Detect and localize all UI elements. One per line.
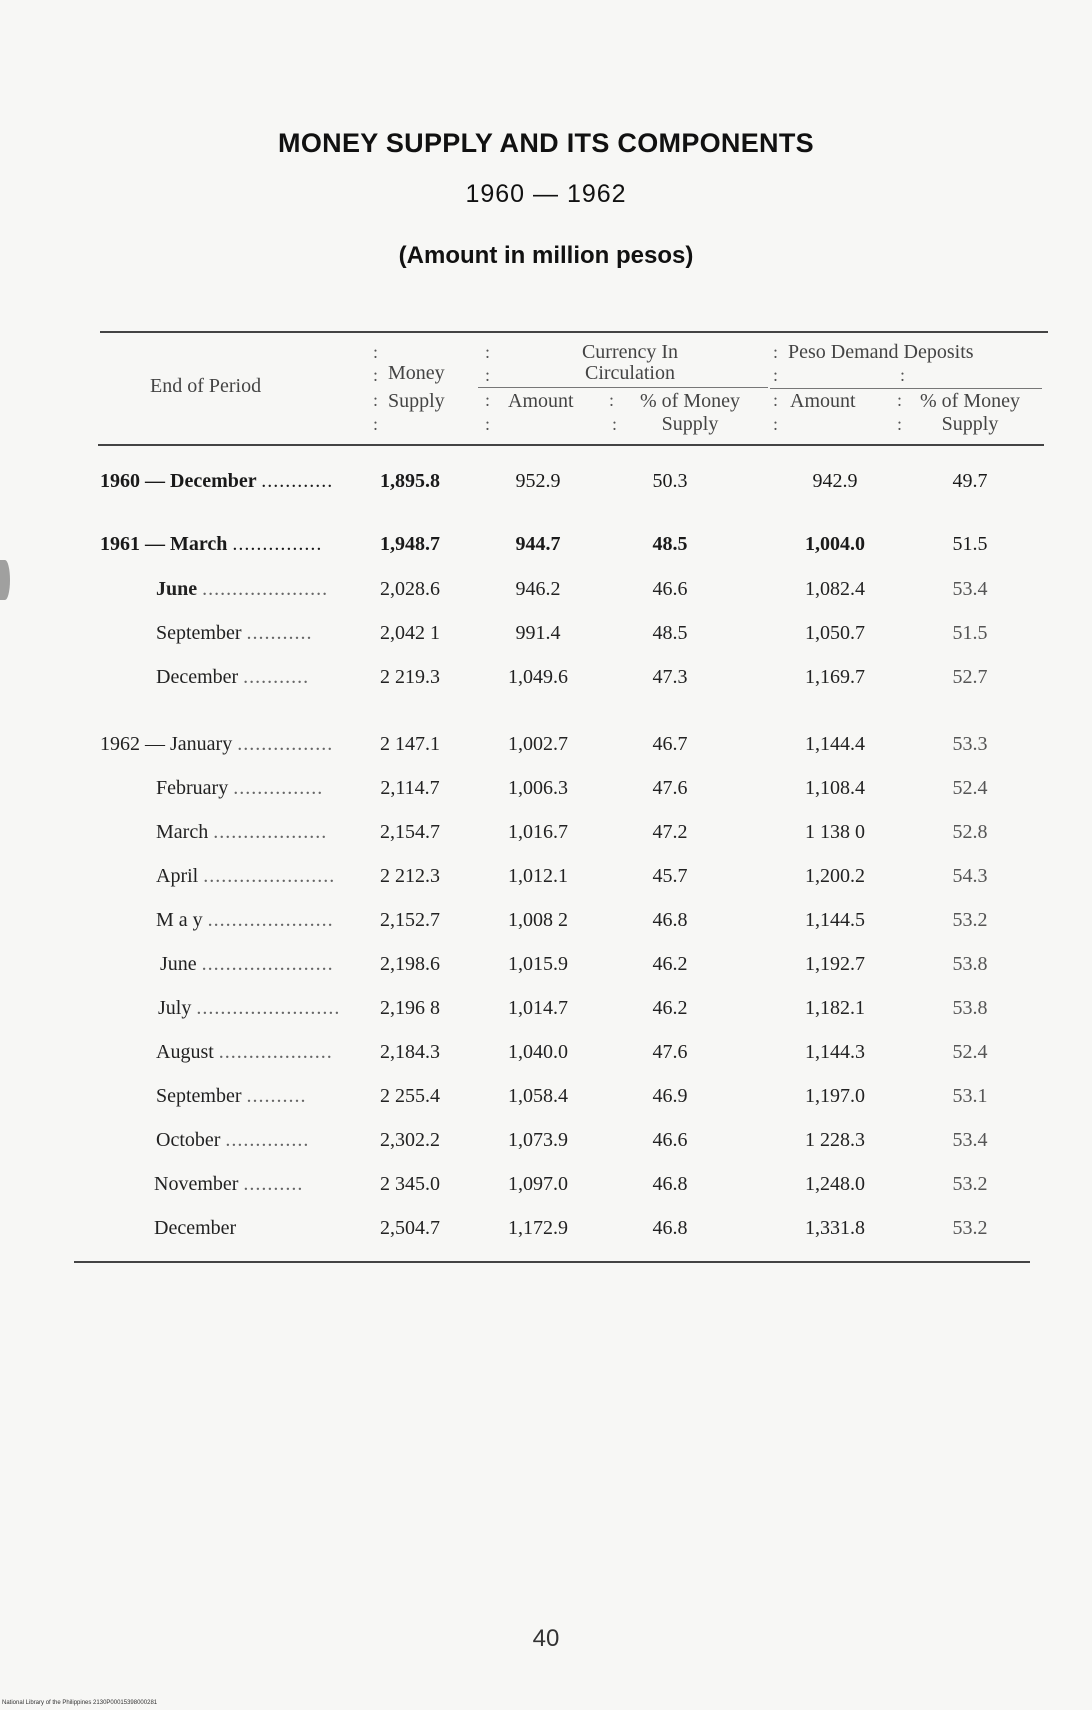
deposit-pct-cell: 53.8 bbox=[952, 997, 988, 1019]
currency-pct-cell: 47.6 bbox=[652, 1041, 688, 1063]
header-deposits-pct: % of Money bbox=[920, 390, 1020, 412]
header-colon: : bbox=[485, 414, 491, 434]
row-label: September ........... bbox=[156, 622, 313, 644]
deposit-amount-cell: 1 228.3 bbox=[805, 1129, 865, 1151]
table-row bbox=[0, 622, 1092, 652]
row-label: March ................... bbox=[156, 821, 328, 843]
table-row bbox=[0, 470, 1092, 500]
money-supply-cell: 2,042 1 bbox=[380, 622, 440, 644]
header-colon: : bbox=[373, 414, 379, 434]
currency-amount-cell: 946.2 bbox=[515, 578, 561, 600]
currency-pct-cell: 46.8 bbox=[652, 1217, 688, 1239]
deposit-amount-cell: 1,169.7 bbox=[805, 666, 865, 688]
row-label: April ...................... bbox=[156, 865, 336, 887]
row-label: February ............... bbox=[156, 777, 324, 799]
money-supply-cell: 2,114.7 bbox=[380, 777, 440, 799]
deposit-amount-cell: 1,197.0 bbox=[805, 1085, 865, 1107]
money-supply-cell: 2 345.0 bbox=[380, 1173, 440, 1195]
money-supply-cell: 2 219.3 bbox=[380, 666, 440, 688]
deposit-pct-cell: 53.2 bbox=[952, 1173, 988, 1195]
currency-pct-cell: 46.8 bbox=[652, 909, 688, 931]
page-number: 40 bbox=[532, 1625, 560, 1652]
table-title: MONEY SUPPLY AND ITS COMPONENTS bbox=[278, 128, 814, 158]
money-supply-cell: 1,895.8 bbox=[380, 470, 440, 492]
deposit-amount-cell: 1,331.8 bbox=[805, 1217, 865, 1239]
bottom-rule bbox=[74, 1261, 1030, 1263]
deposit-pct-cell: 53.4 bbox=[952, 1129, 988, 1151]
header-colon: : bbox=[373, 390, 379, 410]
header-colon: : bbox=[612, 414, 618, 434]
currency-amount-cell: 1,040.0 bbox=[508, 1041, 568, 1063]
row-label: June ..................... bbox=[156, 578, 329, 600]
currency-pct-cell: 46.2 bbox=[652, 997, 688, 1019]
deposit-amount-cell: 1 138 0 bbox=[805, 821, 865, 843]
header-colon: : bbox=[773, 365, 779, 385]
row-label: 1961 — March ............... bbox=[100, 533, 323, 555]
header-currency: Currency In bbox=[581, 341, 679, 363]
currency-amount-cell: 1,002.7 bbox=[508, 733, 568, 755]
deposit-pct-cell: 52.8 bbox=[952, 821, 988, 843]
currency-rule bbox=[478, 387, 768, 388]
deposit-amount-cell: 1,108.4 bbox=[805, 777, 865, 799]
currency-amount-cell: 944.7 bbox=[515, 533, 561, 555]
header-amount-deposits: Amount bbox=[790, 390, 856, 412]
header-colon: : bbox=[373, 342, 379, 362]
table-row bbox=[0, 1129, 1092, 1159]
deposit-amount-cell: 1,144.4 bbox=[805, 733, 865, 755]
currency-amount-cell: 1,073.9 bbox=[508, 1129, 568, 1151]
currency-amount-cell: 991.4 bbox=[515, 622, 561, 644]
row-label: July ........................ bbox=[158, 997, 341, 1019]
table-row bbox=[0, 777, 1092, 807]
deposit-pct-cell: 53.3 bbox=[952, 733, 988, 755]
currency-pct-cell: 46.6 bbox=[652, 578, 688, 600]
currency-amount-cell: 952.9 bbox=[515, 470, 561, 492]
table-row bbox=[0, 821, 1092, 851]
money-supply-cell: 2,196 8 bbox=[380, 997, 440, 1019]
currency-pct-cell: 48.5 bbox=[652, 533, 688, 555]
deposit-pct-cell: 52.7 bbox=[952, 666, 988, 688]
deposit-amount-cell: 942.9 bbox=[812, 470, 858, 492]
deposit-amount-cell: 1,192.7 bbox=[805, 953, 865, 975]
deposit-pct-cell: 53.1 bbox=[952, 1085, 988, 1107]
footer-credit: National Library of the Philippines 2130P00015398000281 bbox=[2, 1700, 158, 1706]
currency-amount-cell: 1,012.1 bbox=[508, 865, 568, 887]
deposit-pct-cell: 53.2 bbox=[952, 909, 988, 931]
header-colon: : bbox=[900, 365, 906, 385]
header-circulation: Circulation bbox=[585, 362, 675, 384]
row-label: 1962 — January ................ bbox=[100, 733, 334, 755]
deposit-pct-cell: 53.2 bbox=[952, 1217, 988, 1239]
table-row bbox=[0, 533, 1092, 563]
table-row bbox=[0, 909, 1092, 939]
header-colon: : bbox=[773, 390, 779, 410]
currency-amount-cell: 1,172.9 bbox=[508, 1217, 568, 1239]
deposit-pct-cell: 49.7 bbox=[952, 470, 988, 492]
money-supply-cell: 2,154.7 bbox=[380, 821, 440, 843]
currency-pct-cell: 46.9 bbox=[652, 1085, 688, 1107]
row-label: December bbox=[154, 1217, 237, 1239]
money-supply-cell: 2 212.3 bbox=[380, 865, 440, 887]
currency-pct-cell: 47.3 bbox=[652, 666, 688, 688]
deposit-pct-cell: 53.8 bbox=[952, 953, 988, 975]
money-supply-cell: 2 147.1 bbox=[380, 733, 440, 755]
deposit-pct-cell: 51.5 bbox=[952, 622, 988, 644]
deposit-pct-cell: 52.4 bbox=[952, 777, 988, 799]
deposit-pct-cell: 54.3 bbox=[952, 865, 988, 887]
money-supply-cell: 2,504.7 bbox=[380, 1217, 440, 1239]
table-row bbox=[0, 1217, 1092, 1247]
header-colon: : bbox=[485, 390, 491, 410]
header-colon: : bbox=[609, 390, 615, 410]
deposit-amount-cell: 1,144.5 bbox=[805, 909, 865, 931]
currency-amount-cell: 1,016.7 bbox=[508, 821, 568, 843]
currency-amount-cell: 1,049.6 bbox=[508, 666, 568, 688]
header-supply: Supply bbox=[388, 390, 445, 412]
header-colon: : bbox=[897, 390, 903, 410]
table-row bbox=[0, 733, 1092, 763]
currency-pct-cell: 46.2 bbox=[652, 953, 688, 975]
top-rule bbox=[100, 331, 1048, 333]
header-colon: : bbox=[485, 365, 491, 385]
currency-amount-cell: 1,058.4 bbox=[508, 1085, 568, 1107]
deposit-amount-cell: 1,050.7 bbox=[805, 622, 865, 644]
header-colon: : bbox=[485, 342, 491, 362]
currency-pct-cell: 47.6 bbox=[652, 777, 688, 799]
row-label: September .......... bbox=[156, 1085, 307, 1107]
table-row bbox=[0, 953, 1092, 983]
currency-amount-cell: 1,014.7 bbox=[508, 997, 568, 1019]
currency-pct-cell: 47.2 bbox=[652, 821, 688, 843]
row-label: M a y ..................... bbox=[156, 909, 334, 931]
year-range: 1960 — 1962 bbox=[465, 180, 627, 208]
currency-amount-cell: 1,097.0 bbox=[508, 1173, 568, 1195]
header-colon: : bbox=[897, 414, 903, 434]
deposit-pct-cell: 51.5 bbox=[952, 533, 988, 555]
header-rule bbox=[98, 444, 1044, 446]
currency-amount-cell: 1,008 2 bbox=[508, 909, 568, 931]
header-colon: : bbox=[773, 414, 779, 434]
header-colon: : bbox=[373, 365, 379, 385]
money-supply-cell: 2,198.6 bbox=[380, 953, 440, 975]
currency-pct-cell: 50.3 bbox=[652, 470, 688, 492]
money-supply-cell: 2,028.6 bbox=[380, 578, 440, 600]
row-label: December ........... bbox=[156, 666, 310, 688]
table-row bbox=[0, 1041, 1092, 1071]
currency-pct-cell: 46.7 bbox=[652, 733, 688, 755]
deposit-amount-cell: 1,004.0 bbox=[805, 533, 865, 555]
money-supply-cell: 2,152.7 bbox=[380, 909, 440, 931]
table-row bbox=[0, 997, 1092, 1027]
table-row bbox=[0, 1085, 1092, 1115]
row-label: June ...................... bbox=[160, 953, 334, 975]
header-period: End of Period bbox=[150, 375, 262, 397]
money-supply-cell: 1,948.7 bbox=[380, 533, 440, 555]
header-colon: : bbox=[773, 342, 779, 362]
deposit-pct-cell: 53.4 bbox=[952, 578, 988, 600]
header-deposits: Peso Demand Deposits bbox=[788, 341, 974, 363]
header-money: Money bbox=[388, 362, 445, 384]
currency-pct-cell: 46.6 bbox=[652, 1129, 688, 1151]
currency-amount-cell: 1,015.9 bbox=[508, 953, 568, 975]
table-row bbox=[0, 1173, 1092, 1203]
deposits-rule bbox=[770, 388, 1042, 389]
header-currency-pct-supply: Supply bbox=[661, 413, 719, 435]
money-supply-cell: 2,184.3 bbox=[380, 1041, 440, 1063]
deposit-amount-cell: 1,144.3 bbox=[805, 1041, 865, 1063]
unit-note: (Amount in million pesos) bbox=[398, 242, 694, 269]
money-supply-cell: 2,302.2 bbox=[380, 1129, 440, 1151]
deposit-amount-cell: 1,182.1 bbox=[805, 997, 865, 1019]
currency-pct-cell: 48.5 bbox=[652, 622, 688, 644]
row-label: August ................... bbox=[156, 1041, 333, 1063]
header-currency-pct: % of Money bbox=[640, 390, 740, 412]
row-label: November .......... bbox=[154, 1173, 304, 1195]
deposit-amount-cell: 1,200.2 bbox=[805, 865, 865, 887]
currency-amount-cell: 1,006.3 bbox=[508, 777, 568, 799]
header-amount: Amount bbox=[508, 390, 574, 412]
table-row bbox=[0, 578, 1092, 608]
row-label: October .............. bbox=[156, 1129, 310, 1151]
row-label: 1960 — December ............ bbox=[100, 470, 334, 492]
currency-pct-cell: 46.8 bbox=[652, 1173, 688, 1195]
deposit-pct-cell: 52.4 bbox=[952, 1041, 988, 1063]
table-row bbox=[0, 865, 1092, 895]
money-supply-cell: 2 255.4 bbox=[380, 1085, 440, 1107]
deposit-amount-cell: 1,248.0 bbox=[805, 1173, 865, 1195]
table-row bbox=[0, 666, 1092, 696]
currency-pct-cell: 45.7 bbox=[652, 865, 688, 887]
header-deposits-pct-supply: Supply bbox=[941, 413, 999, 435]
deposit-amount-cell: 1,082.4 bbox=[805, 578, 865, 600]
